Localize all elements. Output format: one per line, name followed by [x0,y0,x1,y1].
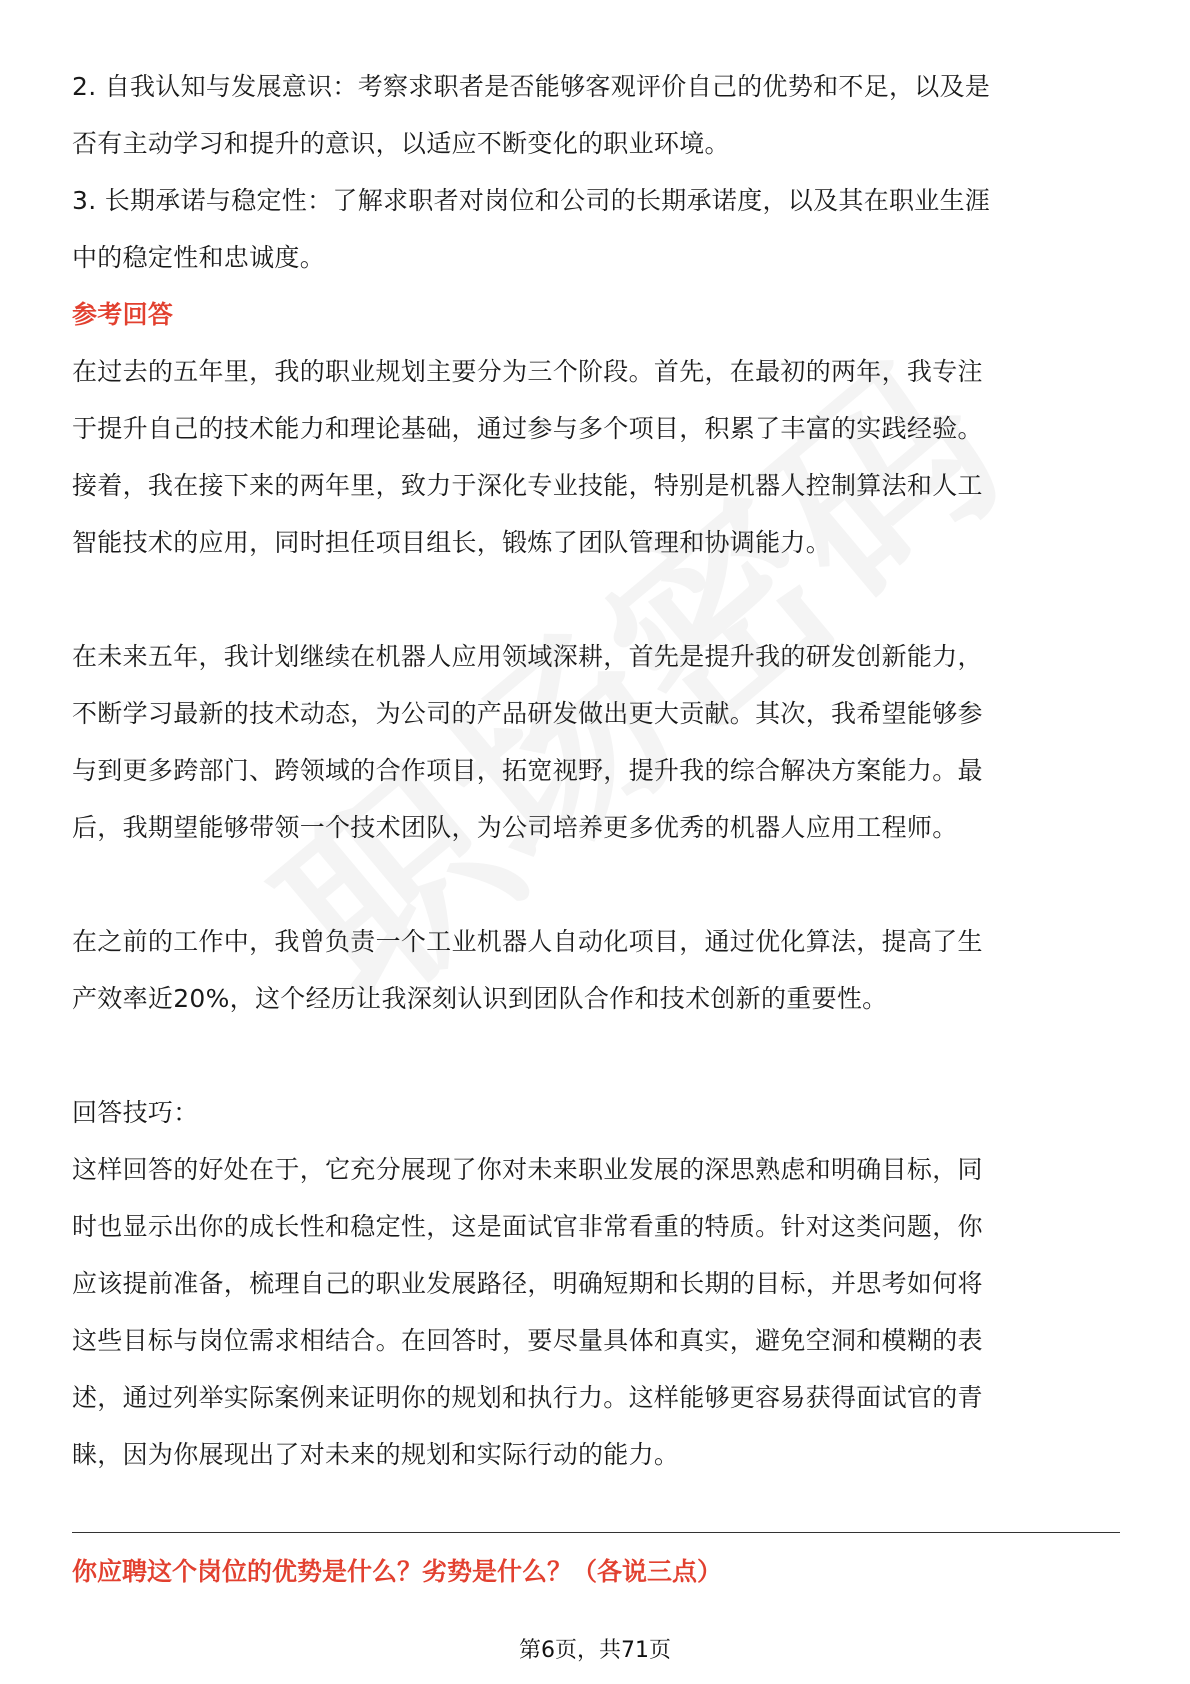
section-divider [72,1532,1120,1533]
tips-line: 述，通过列举实际案例来证明你的规划和执行力。这样能够更容易获得面试官的青 [72,1383,983,1412]
tips-line: 睐，因为你展现出了对未来的规划和实际行动的能力。 [72,1440,680,1469]
answer-line: 接着，我在接下来的两年里，致力于深化专业技能，特别是机器人控制算法和人工 [72,471,983,500]
answer-line: 不断学习最新的技术动态，为公司的产品研发做出更大贡献。其次，我希望能够参 [72,699,983,728]
paragraph-gap [72,1027,1120,1084]
document-body [72,58,1120,1483]
answer-line: 在过去的五年里，我的职业规划主要分为三个阶段。首先，在最初的两年，我专注 [72,357,983,386]
next-question-heading: 你应聘这个岗位的优势是什么？劣势是什么？（各说三点） [72,1557,723,1586]
tips-heading: 回答技巧： [72,1098,199,1127]
criteria-line: 否有主动学习和提升的意识，以适应不断变化的职业环境。 [72,129,730,158]
answer-line: 在未来五年，我计划继续在机器人应用领域深耕，首先是提升我的研发创新能力， [72,642,983,671]
paragraph-gap [72,571,1120,628]
answer-line: 与到更多跨部门、跨领域的合作项目，拓宽视野，提升我的综合解决方案能力。最 [72,756,983,785]
criteria-line: 3. 长期承诺与稳定性：了解求职者对岗位和公司的长期承诺度，以及其在职业生涯 [72,186,991,215]
criteria-line: 2. 自我认知与发展意识：考察求职者是否能够客观评价自己的优势和不足，以及是 [72,72,991,101]
answer-line: 后，我期望能够带领一个技术团队，为公司培养更多优秀的机器人应用工程师。 [72,813,958,842]
answer-line: 于提升自己的技术能力和理论基础，通过参与多个项目，积累了丰富的实践经验。 [72,414,983,443]
tips-line: 这样回答的好处在于，它充分展现了你对未来职业发展的深思熟虑和明确目标，同 [72,1155,983,1184]
tips-line: 这些目标与岗位需求相结合。在回答时，要尽量具体和真实，避免空洞和模糊的表 [72,1326,983,1355]
reference-answer-heading: 参考回答 [72,300,174,329]
answer-line: 智能技术的应用，同时担任项目组长，锻炼了团队管理和协调能力。 [72,528,832,557]
paragraph-gap [72,856,1120,913]
criteria-line: 中的稳定性和忠诚度。 [72,243,326,272]
tips-line: 应该提前准备，梳理自己的职业发展路径，明确短期和长期的目标，并思考如何将 [72,1269,983,1298]
tips-line: 时也显示出你的成长性和稳定性，这是面试官非常看重的特质。针对这类问题，你 [72,1212,983,1241]
answer-line: 产效率近20%，这个经历让我深刻认识到团队合作和技术创新的重要性。 [72,984,888,1013]
answer-line: 在之前的工作中，我曾负责一个工业机器人自动化项目，通过优化算法，提高了生 [72,927,983,956]
page-number: 第6页，共71页 [519,1638,671,1663]
